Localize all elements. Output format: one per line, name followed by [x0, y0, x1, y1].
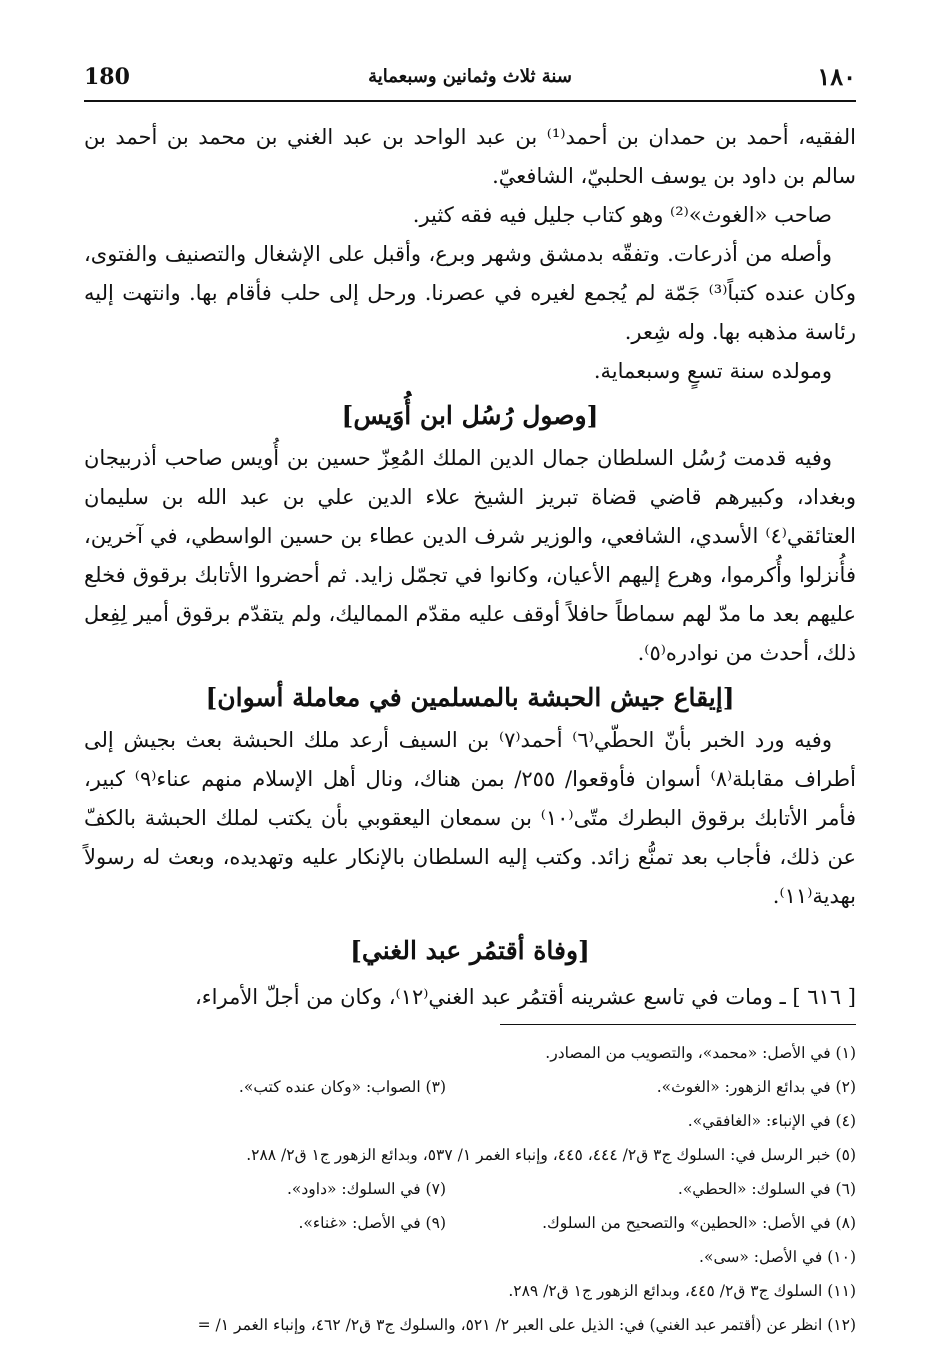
- header-rule: [84, 100, 856, 102]
- footnote-5: (٥) خبر الرسل في: السلوك ج٣ ق٢/ ٤٤٤، ٤٤٥، وإنباء الغمر ١/ ٥٣٧، وبدائع الزهور ج١ ق٢/ ٢٨٨.: [246, 1146, 856, 1164]
- paragraph-1: الفقيه، أحمد بن حمدان بن أحمد⁽¹⁾ بن عبد الواحد بن عبد الغني بن محمد بن أحمد بن سالم بن داود بن يوسف الحلبيّ، الشافعيّ.: [84, 125, 856, 188]
- footnote-4: (٤) في الإنباء: «الغافقي».: [687, 1112, 856, 1130]
- page-number-arabic: ١٨٠: [817, 62, 856, 91]
- footnote-row: [84, 1308, 856, 1342]
- footnote-rule: [500, 1024, 856, 1025]
- footnote-7: (٧) في السلوك: «داود».: [286, 1180, 446, 1198]
- running-title: سنة ثلاث وثمانين وسبعماية: [368, 66, 572, 87]
- section-heading-2: [إيقاع جيش الحبشة بالمسلمين في معاملة أسوان]: [205, 683, 735, 712]
- footnote-3: (٣) الصواب: «وكان عنده كتب».: [238, 1078, 446, 1096]
- footnote-row: [84, 1172, 856, 1206]
- section-heading-1: [وصول رُسُل ابن أُوَيس]: [341, 401, 599, 430]
- paragraph-5: وفيه قدمت رُسُل السلطان جمال الدين الملك المُعِزّ حسين بن أُويس صاحب أذربيجان وبغداد، وكبيرهم قاضي قضاة تبريز الشيخ علاء الدين علي بن عبد الله بن سليمان العتائقي⁽٤⁾ الأسدي، الشافعي، والوزير شرف الدين عطاء بن حسين الواسطي، في آخرين، فأُنزلوا وأُكرموا، وهرع إليهم الأعيان، وكانوا في تجمّل زايد. ثم أحضروا الأتابك برقوق فخلع عليهم بعد ما مدّ لهم سماطاً حافلاً أوقف عليه مقدّم المماليك، ولم يتقدّم برقوق أمير لِفِعل ذلك، أحدث من نوادره⁽٥⁾.: [84, 446, 856, 665]
- paragraph-6: وفيه ورد الخبر بأنّ الحطّي⁽٦⁾ أحمد⁽٧⁾ بن السيف أرعد ملك الحبشة بعث بجيش إلى أطراف مقابلة⁽٨⁾ أسوان فأوقعوا/ ٢٥٥/ بمن هناك، ونال أهل الإسلام منهم عناء⁽٩⁾ كبير، فأمر الأتابك برقوق البطرك متّى⁽١٠⁾ بن سمعان اليعقوبي بأن يكتب لملك الحبشة بالكفّ عن ذلك، فأجاب بعد تمنُّع زائد. وكتب إليه السلطان بالإنكار عليه وتهديده، وبعث له رسولاً بهدية⁽١١⁾.: [84, 728, 856, 908]
- main-text: [84, 118, 856, 1017]
- footnote-row: [84, 1070, 856, 1104]
- footnote-9: (٩) في الأصل: «غناء».: [298, 1214, 446, 1232]
- footnote-12: (١٢) انظر عن (أقتمر عبد الغني) في: الذيل على العبر ٢/ ٥٢١، والسلوك ج٣ ق٢/ ٤٦٢، وإنباء الغمر ١/ =: [197, 1316, 856, 1334]
- footnote-8: (٨) في الأصل: «الحطين» والتصحيح من السلوك.: [542, 1214, 856, 1232]
- footnote-row: [84, 1274, 856, 1308]
- footnote-row: [84, 1206, 856, 1240]
- footnote-1: (١) في الأصل: «محمد»، والتصويب من المصادر.: [545, 1044, 856, 1062]
- section-heading-3: [وفاة أقتمُر عبد الغني]: [350, 936, 590, 965]
- footnote-row: [84, 1240, 856, 1274]
- footnote-10: (١٠) في الأصل: «سى».: [699, 1248, 856, 1266]
- footnote-2: (٢) في بدائع الزهور: «الغوث».: [656, 1078, 856, 1096]
- footnote-6: (٦) في السلوك: «الحطي».: [677, 1180, 856, 1198]
- paragraph-7: [ ٦١٦ ] ـ ومات في تاسع عشرينه أقتمُر عبد الغني⁽١٢⁾، وكان من أجلّ الأمراء،: [195, 985, 856, 1009]
- footnotes: [84, 1036, 856, 1342]
- page-number-latin: 180: [84, 64, 130, 90]
- page-header: [84, 60, 856, 96]
- footnote-row: [84, 1138, 856, 1172]
- paragraph-4: ومولده سنة تسعٍ وسبعماية.: [593, 359, 832, 383]
- paragraph-3: وأصله من أذرعات. وتفقّه بدمشق وشهر وبرع، وأقبل على الإشغال والتصنيف والفتوى، وكان عنده كتباً⁽³⁾ جَمّة لم يُجمع لغيره في عصرنا. ورحل إلى حلب فأقام بها. وانتهت إليه رئاسة مذهبه بها. وله شِعر.: [84, 242, 857, 344]
- paragraph-2: صاحب «الغوث»⁽²⁾ وهو كتاب جليل فيه فقه كثير.: [412, 203, 832, 227]
- footnote-11: (١١) السلوك ج٣ ق٢/ ٤٤٥، وبدائع الزهور ج١ ق٢/ ٢٨٩.: [508, 1282, 856, 1300]
- footnote-row: [84, 1104, 856, 1138]
- footnote-row: [84, 1036, 856, 1070]
